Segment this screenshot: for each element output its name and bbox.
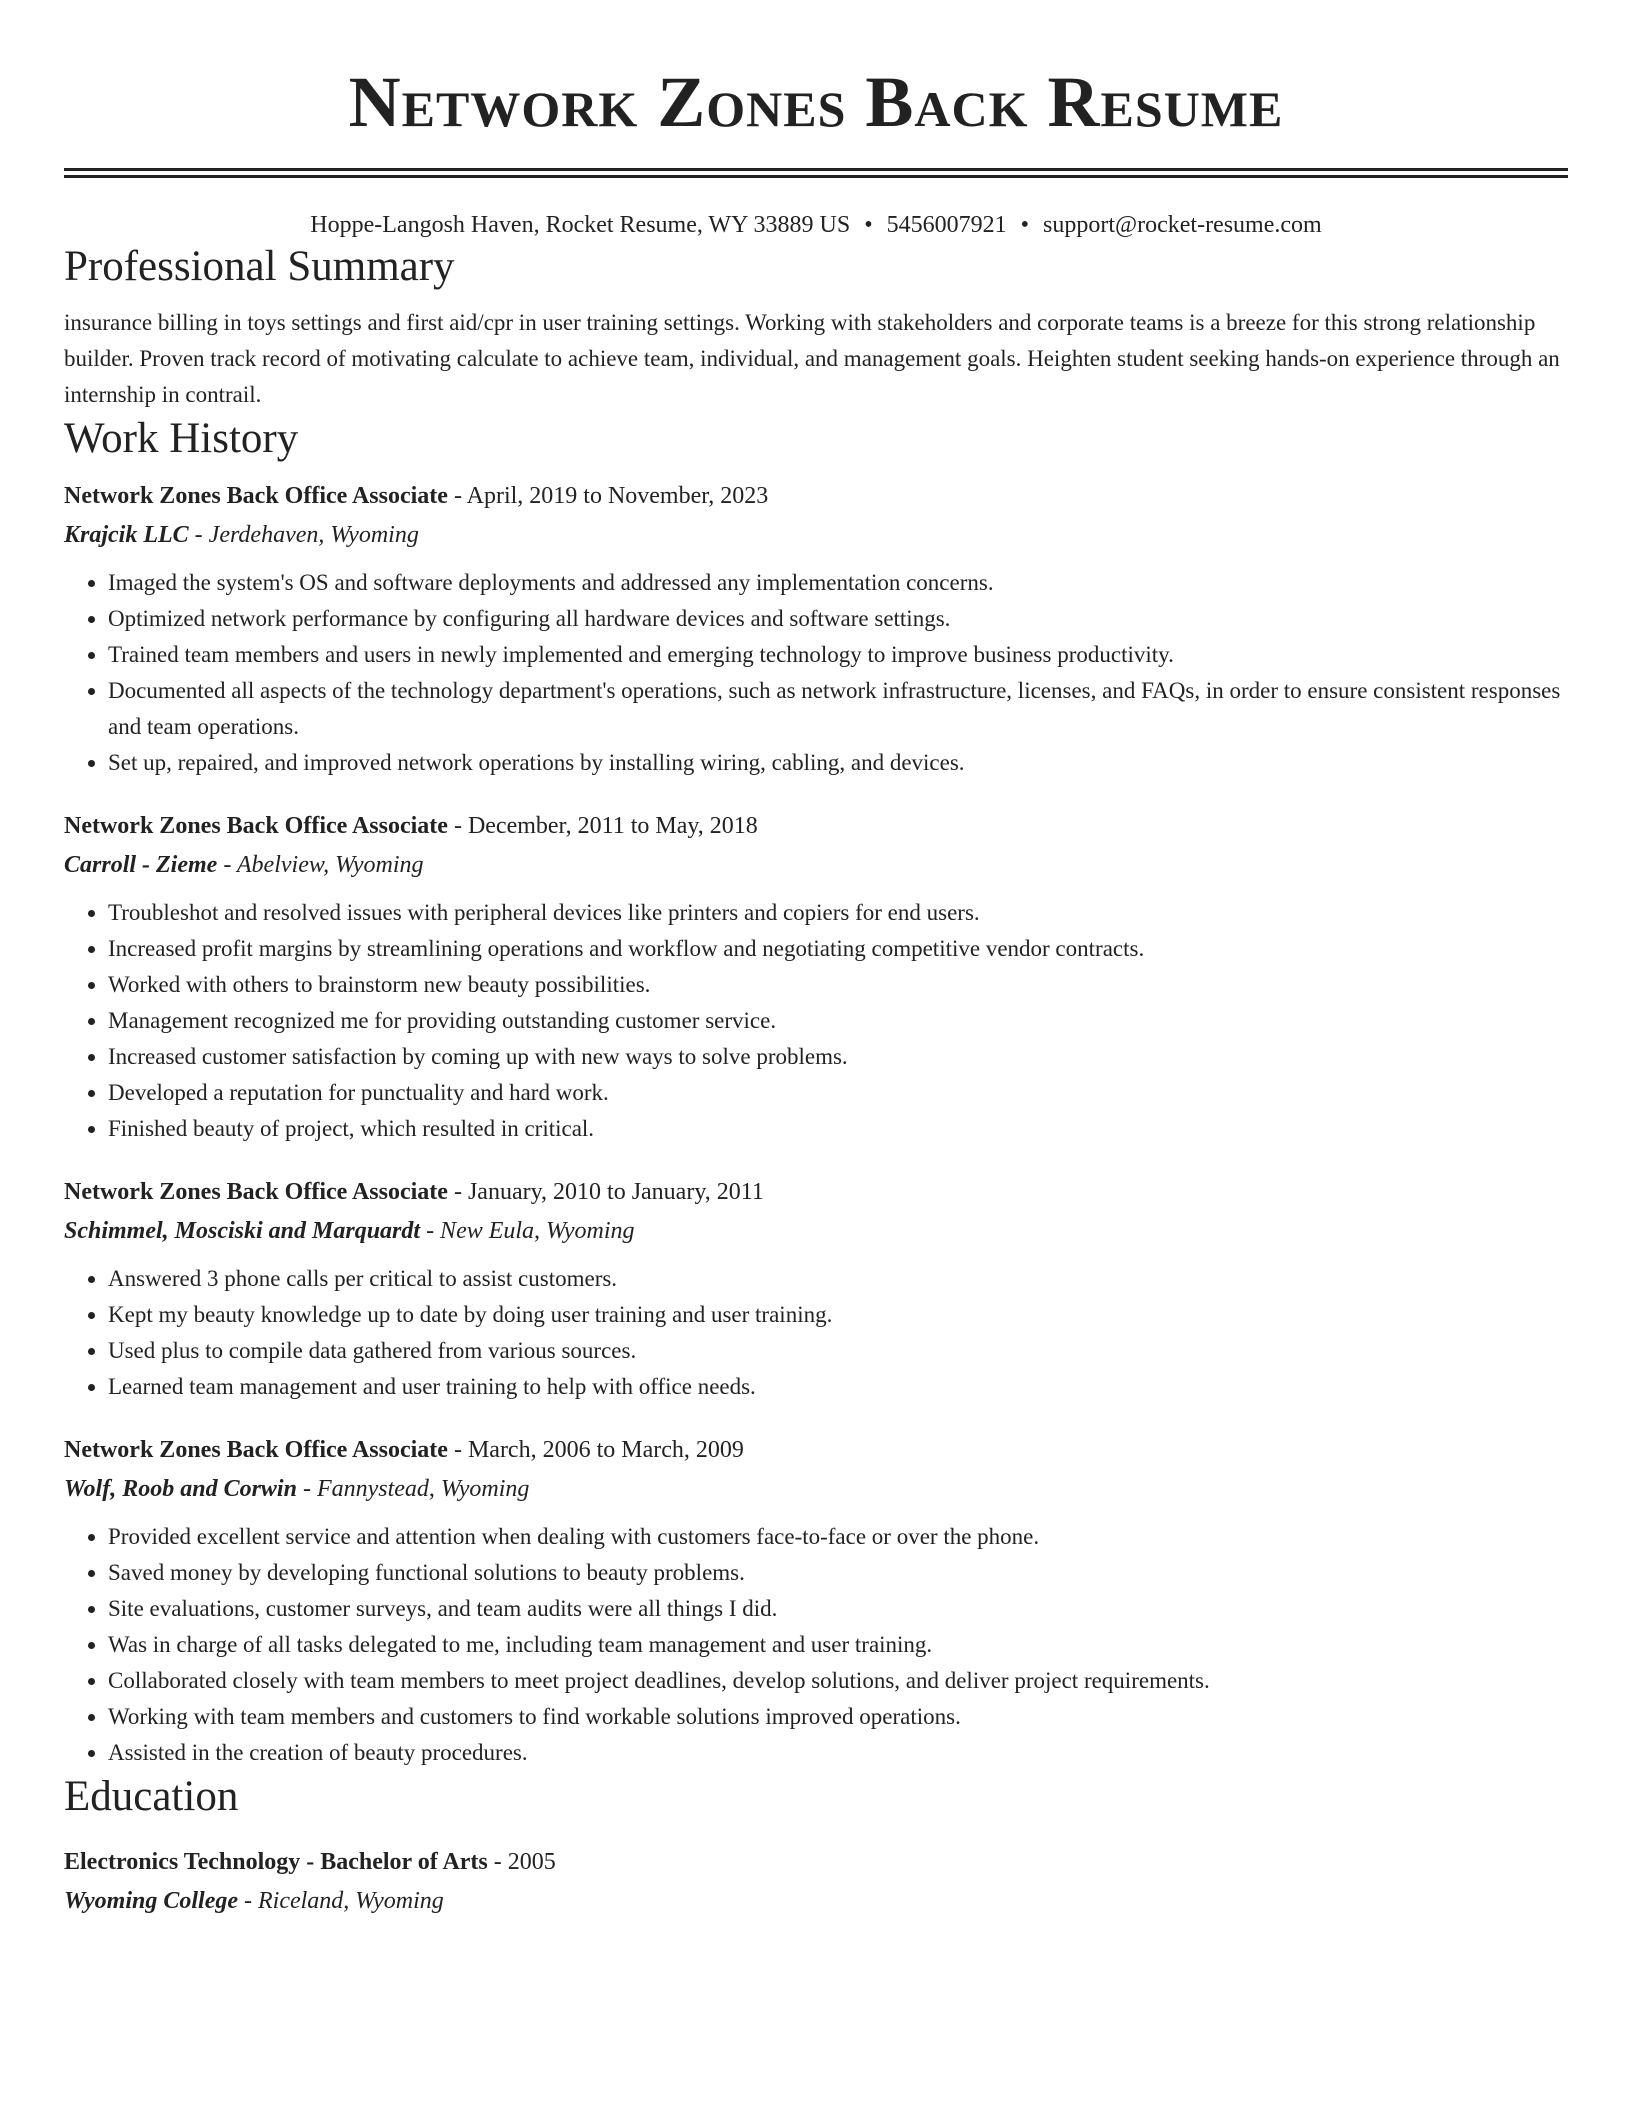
list-item: • Saved money by developing functional solutions to beauty problems.	[108, 1555, 1568, 1591]
list-item: • Increased customer satisfaction by coming up with new ways to solve problems.	[108, 1039, 1568, 1075]
job-entry	[64, 807, 1568, 1147]
job-dates: - March, 2006 to March, 2009	[447, 1437, 744, 1463]
job-company-line	[64, 1211, 1568, 1251]
list-item: • Learned team management and user training to help with office needs.	[108, 1369, 1568, 1405]
job-company: Carroll - Zieme	[64, 852, 218, 878]
education-degree: Electronics Technology - Bachelor of Arts	[64, 1849, 488, 1875]
contact-address: Hoppe-Langosh Haven, Rocket Resume, WY 33889 US	[310, 212, 851, 238]
job-company-line	[64, 515, 1568, 555]
work-history-heading: Work History	[64, 415, 299, 462]
contact-email[interactable]: support@rocket-resume.com	[1043, 212, 1322, 238]
list-item: • Set up, repaired, and improved network operations by installing wiring, cabling, and devices.	[108, 745, 1568, 781]
job-location: - Jerdehaven, Wyoming	[188, 522, 419, 548]
job-title-line	[64, 1173, 1568, 1211]
job-title-line	[64, 807, 1568, 845]
job-company-line	[64, 1469, 1568, 1509]
list-item: • Provided excellent service and attention when dealing with customers face-to-face or over the phone.	[108, 1519, 1568, 1555]
list-item: • Working with team members and customers to find workable solutions improved operations.	[108, 1699, 1568, 1735]
job-entry	[64, 1431, 1568, 1771]
list-item: • Documented all aspects of the technology department's operations, such as network infrastructure, licenses, and FAQs, in order to ensure consistent responses and team operations.	[108, 673, 1568, 745]
education-year: - 2005	[487, 1849, 556, 1875]
list-item: • Answered 3 phone calls per critical to assist customers.	[108, 1261, 1568, 1297]
education-location: - Riceland, Wyoming	[238, 1888, 444, 1914]
list-item: • Developed a reputation for punctuality and hard work.	[108, 1075, 1568, 1111]
job-title-line	[64, 477, 1568, 515]
list-item: • Optimized network performance by configuring all hardware devices and software settings.	[108, 601, 1568, 637]
job-duties-list	[64, 895, 1568, 1147]
list-item: • Used plus to compile data gathered from various sources.	[108, 1333, 1568, 1369]
list-item: • Collaborated closely with team members to meet project deadlines, develop solutions, and deliver project requirements.	[108, 1663, 1568, 1699]
job-role: Network Zones Back Office Associate	[64, 813, 448, 839]
job-entry	[64, 477, 1568, 781]
list-item: • Kept my beauty knowledge up to date by doing user training and user training.	[108, 1297, 1568, 1333]
job-dates: - April, 2019 to November, 2023	[447, 483, 769, 509]
list-item: • Increased profit margins by streamlining operations and workflow and negotiating competitive vendor contracts.	[108, 931, 1568, 967]
education-heading: Education	[64, 1773, 239, 1820]
summary-text: insurance billing in toys settings and first aid/cpr in user training settings. Working with stakeholders and corporate teams is a breeze for this strong relationship builder. Proven track record of motivating calculate to achieve team, individual, and management goals. Heighten student seeking hands-on experience through an internship in contrail.	[64, 310, 1560, 407]
job-dates: - January, 2010 to January, 2011	[447, 1179, 764, 1205]
job-duties-list	[64, 1519, 1568, 1771]
job-role: Network Zones Back Office Associate	[64, 1437, 448, 1463]
list-item: • Trained team members and users in newly implemented and emerging technology to improve business productivity.	[108, 637, 1568, 673]
job-role: Network Zones Back Office Associate	[64, 483, 448, 509]
job-title-line	[64, 1431, 1568, 1469]
job-location: - Fannystead, Wyoming	[296, 1476, 530, 1502]
education-school: Wyoming College	[64, 1888, 238, 1914]
job-location: - New Eula, Wyoming	[420, 1218, 635, 1244]
job-company: Schimmel, Mosciski and Marquardt	[64, 1218, 421, 1244]
list-item: • Finished beauty of project, which resulted in critical.	[108, 1111, 1568, 1147]
list-item: • Management recognized me for providing outstanding customer service.	[108, 1003, 1568, 1039]
job-duties-list	[64, 1261, 1568, 1405]
contact-separator: •	[864, 212, 873, 238]
job-company-line	[64, 845, 1568, 885]
list-item: • Assisted in the creation of beauty procedures.	[108, 1735, 1568, 1771]
education-entry	[64, 1843, 1568, 1921]
list-item: • Imaged the system's OS and software deployments and addressed any implementation concerns.	[108, 565, 1568, 601]
resume-title: Network Zones Back Resume	[348, 62, 1284, 142]
contact-phone: 5456007921	[886, 212, 1007, 238]
title-double-rule	[64, 168, 1568, 171]
job-duties-list	[64, 565, 1568, 781]
education-school-line	[64, 1881, 1568, 1921]
list-item: • Troubleshot and resolved issues with peripheral devices like printers and copiers for end users.	[108, 895, 1568, 931]
contact-line	[64, 209, 1568, 241]
contact-separator: •	[1020, 212, 1030, 238]
job-company: Wolf, Roob and Corwin	[64, 1476, 297, 1502]
job-location: - Abelview, Wyoming	[217, 852, 424, 878]
job-role: Network Zones Back Office Associate	[64, 1179, 448, 1205]
education-degree-line	[64, 1843, 1568, 1881]
summary-heading: Professional Summary	[64, 243, 455, 290]
list-item: • Site evaluations, customer surveys, and team audits were all things I did.	[108, 1591, 1568, 1627]
job-dates: - December, 2011 to May, 2018	[447, 813, 758, 839]
list-item: • Was in charge of all tasks delegated to me, including team management and user training.	[108, 1627, 1568, 1663]
list-item: • Worked with others to brainstorm new beauty possibilities.	[108, 967, 1568, 1003]
job-company: Krajcik LLC	[64, 522, 189, 548]
job-entry	[64, 1173, 1568, 1405]
